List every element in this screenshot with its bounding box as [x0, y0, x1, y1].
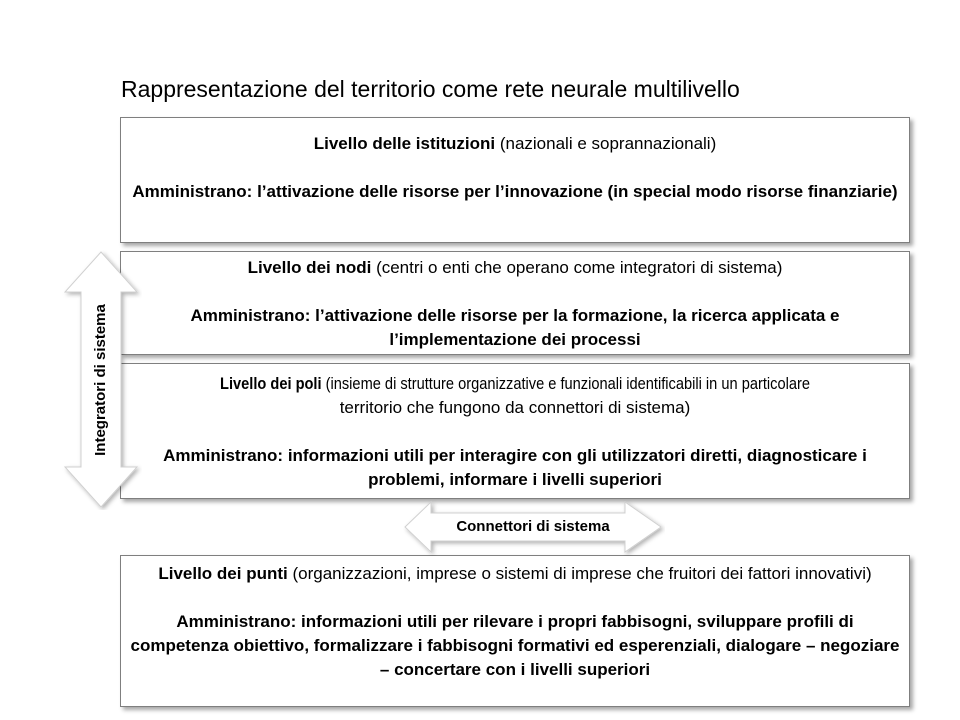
- level-punti-box: [120, 555, 910, 707]
- level-description-cont: territorio che fungono da connettori di sistema): [339, 398, 691, 417]
- level-name: Livello dei punti: [158, 564, 288, 583]
- level-heading: [129, 256, 901, 280]
- level-admin-text: Amministrano: informazioni utili per rilevare i propri fabbisogni, sviluppare profili di competenza obiettivo, formalizzare i fabbisogni formativi ed esperenziali, dialogare – negoziare – concertare con i livelli superiori: [130, 612, 900, 679]
- level-admin-text: Amministrano: l’attivazione delle risorse per l’innovazione (in special modo risorse finanziarie): [132, 182, 898, 201]
- level-name: Livello dei poli: [220, 374, 322, 393]
- level-name: Livello delle istituzioni: [313, 134, 496, 153]
- level-name: Livello dei nodi: [247, 258, 372, 277]
- level-istituzioni-box: [120, 117, 910, 243]
- level-description: (insieme di strutture organizzative e funzionali identificabili in un particolare: [321, 374, 810, 393]
- level-description: (centri o enti che operano come integratori di sistema): [371, 258, 783, 277]
- level-admin-text: Amministrano: informazioni utili per interagire con gli utilizzatori diretti, diagnosticare i problemi, informare i livelli superiori: [163, 446, 867, 489]
- level-poli-box: [120, 363, 910, 499]
- level-description: (organizzazioni, imprese o sistemi di imprese che fruitori dei fattori innovativi): [287, 564, 872, 583]
- level-admin-text: Amministrano: l’attivazione delle risorse per la formazione, la ricerca applicata e l’implementazione dei processi: [190, 306, 840, 349]
- slide-title: Rappresentazione del territorio come rete neurale multilivello: [121, 76, 740, 102]
- level-heading: [129, 372, 901, 396]
- level-heading: [129, 132, 901, 156]
- level-description: (nazionali e soprannazionali): [495, 134, 717, 153]
- connettori-label: Connettori di sistema: [456, 518, 610, 535]
- level-heading: [129, 562, 901, 586]
- integratori-label: Integratori di sistema: [92, 304, 109, 456]
- level-nodi-box: [120, 251, 910, 355]
